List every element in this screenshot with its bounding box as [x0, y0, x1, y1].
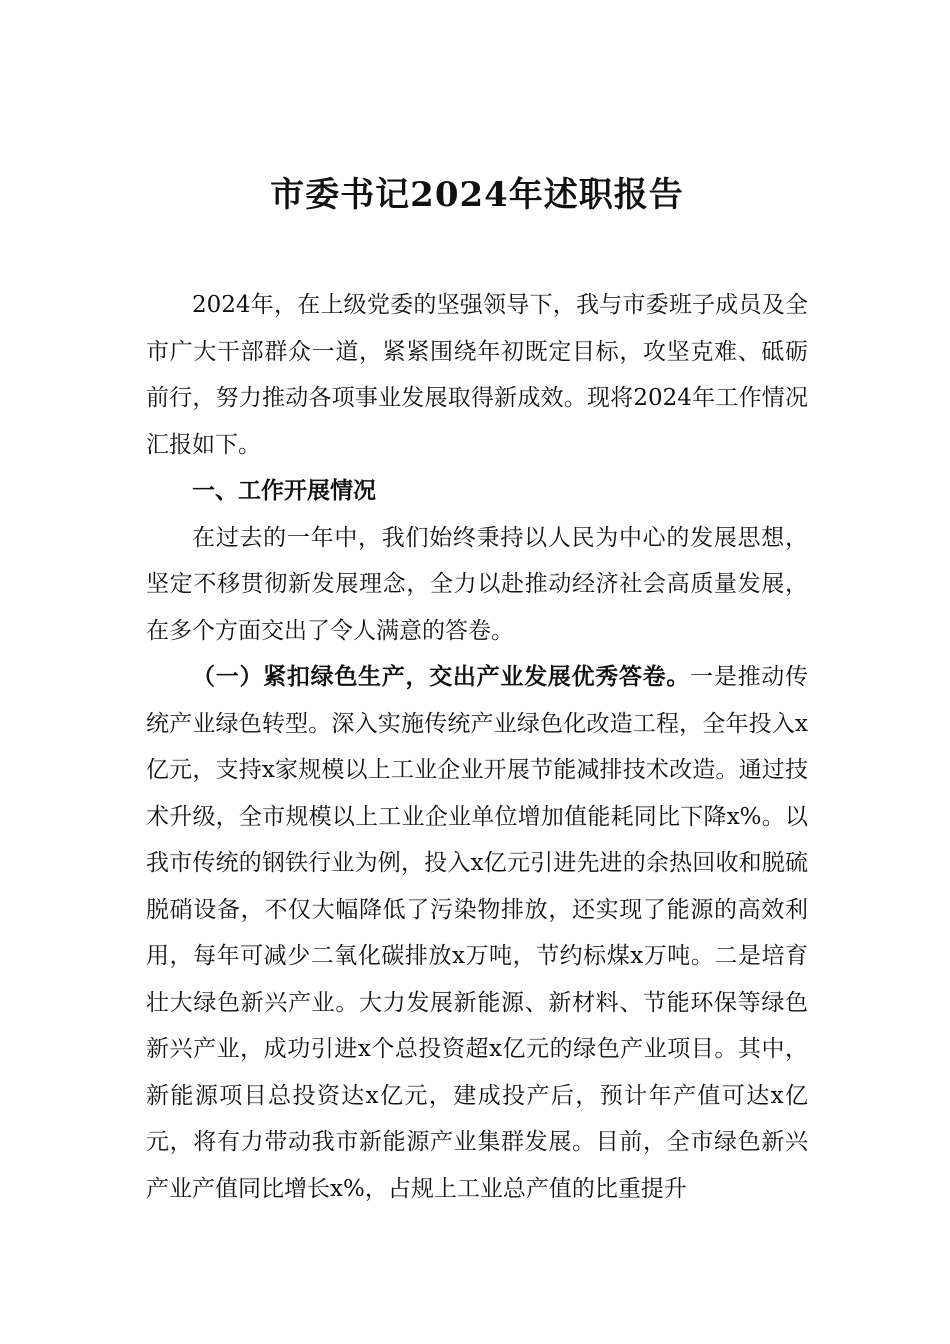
intro-paragraph: 2024年，在上级党委的坚强领导下，我与市委班子成员及全市广大干部群众一道，紧紧围绕年初既定目标，攻坚克难、砥砺前行，努力推动各项事业发展取得新成效。现将2024年工作情况汇报如下。 [146, 292, 808, 458]
item-heading: （一）紧扣绿色生产，交出产业发展优秀答卷。 [192, 663, 691, 690]
document-page [146, 170, 808, 1212]
item-body: 一是推动传统产业绿色转型。深入实施传统产业绿色化改造工程，全年投入x亿元，支持x家规模以上工业企业开展节能减排技术改造。通过技术升级，全市规模以上工业企业单位增加值能耗同比下降x%。以我市传统的钢铁行业为例，投入x亿元引进先进的余热回收和脱硫脱硝设备，不仅大幅降低了污染物排放，还实现了能源的高效利用，每年可减少二氧化碳排放x万吨，节约标煤x万吨。二是培育壮大绿色新兴产业。大力发展新能源、新材料、节能环保等绿色新兴产业，成功引进x个总投资超x亿元的绿色产业项目。其中，新能源项目总投资达x亿元，建成投产后，预计年产值可达x亿元，将有力带动我市新能源产业集群发展。目前，全市绿色新兴产业产值同比增长x%，占规上工业总产值的比重提升 [146, 664, 809, 1202]
section-heading: 一、工作开展情况 [192, 478, 376, 504]
document-title: 市委书记2024年述职报告 [270, 175, 684, 215]
section-paragraph: 在过去的一年中，我们始终秉持以人民为中心的发展思想，坚定不移贯彻新发展理念，全力以赴推动经济社会高质量发展，在多个方面交出了令人满意的答卷。 [146, 524, 808, 644]
item-paragraph [146, 654, 808, 1212]
